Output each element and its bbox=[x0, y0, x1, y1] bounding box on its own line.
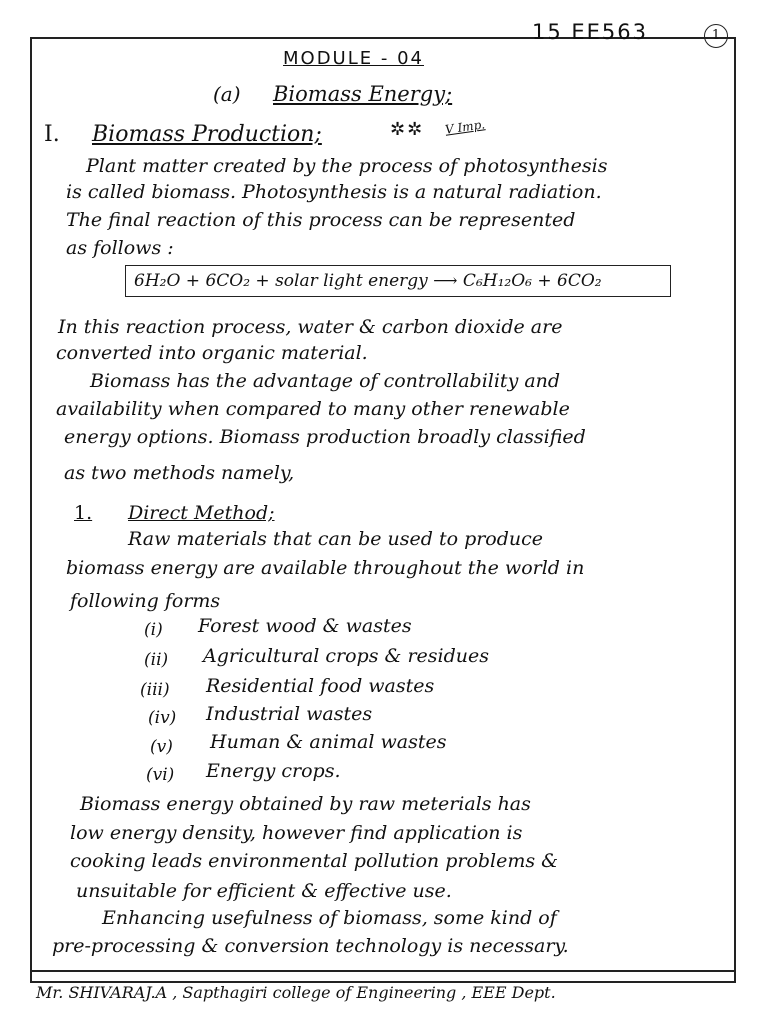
course-code: 15 EE563 bbox=[532, 20, 649, 44]
section-number: I. bbox=[44, 122, 60, 147]
conversion-line: pre-processing & conversion technology is necessary. bbox=[52, 935, 569, 957]
direct-method-title: Direct Method; bbox=[128, 502, 275, 524]
list-item: Agricultural crops & residues bbox=[203, 645, 490, 667]
intro-line: as follows : bbox=[66, 237, 174, 259]
list-item: Residential food wastes bbox=[206, 675, 435, 697]
advantage-line: availability when compared to many other renewable bbox=[56, 398, 570, 420]
list-item-number: (iv) bbox=[148, 708, 177, 728]
photosynthesis-equation: 6H₂O + 6CO₂ + solar light energy ⟶ C₆H₁₂O₆ + 6CO₂ bbox=[125, 265, 671, 297]
footer-rule bbox=[30, 970, 736, 972]
list-item-number: (vi) bbox=[146, 765, 175, 785]
density-line: low energy density, however find application is bbox=[70, 822, 523, 844]
direct-method-number: 1. bbox=[74, 502, 93, 524]
section-title: Biomass Production; bbox=[92, 122, 322, 147]
module-subtitle-prefix: (a) bbox=[213, 82, 241, 106]
list-item-number: (i) bbox=[144, 620, 163, 640]
footer-credit: Mr. SHIVARAJ.A , Sapthagiri college of Engineering , EEE Dept. bbox=[36, 983, 556, 1002]
reaction-line: converted into organic material. bbox=[56, 342, 368, 364]
importance-stars: ✲✲ bbox=[390, 119, 425, 140]
list-item-number: (ii) bbox=[144, 650, 169, 670]
importance-note: V Imp. bbox=[444, 117, 486, 137]
list-item: Forest wood & wastes bbox=[198, 615, 412, 637]
intro-line: The final reaction of this process can be represented bbox=[66, 209, 576, 231]
module-title: MODULE - 04 bbox=[283, 48, 424, 69]
list-item-number: (v) bbox=[150, 737, 173, 757]
intro-line: is called biomass. Photosynthesis is a natural radiation. bbox=[66, 181, 602, 203]
conversion-line: Enhancing usefulness of biomass, some kind of bbox=[102, 907, 557, 929]
page-number: 1 bbox=[704, 24, 728, 48]
list-item: Human & animal wastes bbox=[210, 731, 447, 753]
advantage-line: Biomass has the advantage of controllability and bbox=[90, 370, 561, 392]
reaction-line: In this reaction process, water & carbon dioxide are bbox=[58, 316, 563, 338]
direct-intro-line: Raw materials that can be used to produce bbox=[128, 528, 544, 550]
intro-line: Plant matter created by the process of photosynthesis bbox=[86, 155, 608, 177]
list-item-number: (iii) bbox=[140, 680, 170, 700]
density-line: cooking leads environmental pollution problems & bbox=[70, 850, 559, 872]
list-item: Industrial wastes bbox=[206, 703, 373, 725]
density-line: Biomass energy obtained by raw meterials has bbox=[80, 793, 531, 815]
advantage-line: energy options. Biomass production broadly classified bbox=[64, 426, 586, 448]
list-item: Energy crops. bbox=[206, 760, 341, 782]
direct-intro-line: biomass energy are available throughout the world in bbox=[66, 557, 585, 579]
module-subtitle: Biomass Energy; bbox=[273, 82, 453, 106]
advantage-line: as two methods namely, bbox=[64, 462, 295, 484]
direct-intro-line: following forms bbox=[70, 590, 221, 612]
density-line: unsuitable for efficient & effective use. bbox=[76, 880, 452, 902]
